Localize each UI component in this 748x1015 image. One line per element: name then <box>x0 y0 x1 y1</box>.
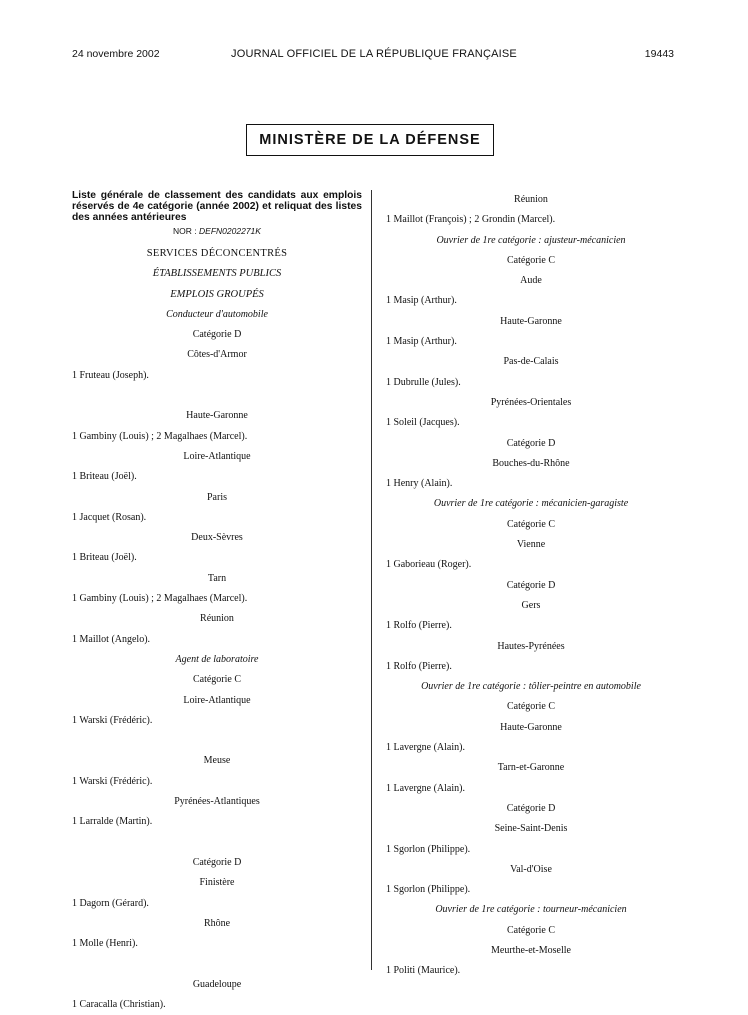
section-heading: Gers <box>521 599 541 611</box>
section-heading: Catégorie D <box>506 802 556 814</box>
section-heading: Catégorie D <box>192 856 242 868</box>
section-heading: Haute-Garonne <box>186 410 248 422</box>
section-heading: EMPLOIS GROUPÉS <box>170 288 264 300</box>
list-entry: 1 Warski (Frédéric). <box>72 714 153 726</box>
journal-title: JOURNAL OFFICIEL DE LA RÉPUBLIQUE FRANÇAISE <box>231 48 517 60</box>
list-entry: 1 Molle (Henri). <box>72 938 138 950</box>
column-divider <box>371 190 372 970</box>
section-heading: Seine-Saint-Denis <box>494 823 568 835</box>
section-heading: Catégorie C <box>506 254 556 266</box>
spacer <box>72 954 362 974</box>
list-entry: 1 Gambiny (Louis) ; 2 Magalhaes (Marcel). <box>72 593 248 605</box>
list-entry: 1 Soleil (Jacques). <box>386 417 460 429</box>
section-heading: Aude <box>520 275 542 287</box>
left-column <box>72 190 362 1015</box>
list-entry: 1 Caracalla (Christian). <box>72 998 166 1010</box>
section-heading: Deux-Sèvres <box>191 532 243 544</box>
ministry-title: MINISTÈRE DE LA DÉFENSE <box>246 124 494 156</box>
section-heading: Côtes-d'Armor <box>187 349 247 361</box>
list-entry: 1 Henry (Alain). <box>386 478 453 490</box>
section-heading: Ouvrier de 1re catégorie : tourneur-mécanicien <box>435 904 627 916</box>
section-heading: ÉTABLISSEMENTS PUBLICS <box>152 268 282 280</box>
list-entry: 1 Rolfo (Pierre). <box>386 660 452 672</box>
section-heading: Catégorie C <box>506 518 556 530</box>
list-entry: 1 Gambiny (Louis) ; 2 Magalhaes (Marcel). <box>72 430 248 442</box>
section-heading: Vienne <box>516 539 546 551</box>
section-heading: SERVICES DÉCONCENTRÉS <box>146 248 288 259</box>
nor-label: NOR : <box>173 226 197 236</box>
list-entry: 1 Lavergne (Alain). <box>386 782 465 794</box>
spacer <box>72 833 362 853</box>
section-heading: Haute-Garonne <box>500 315 562 327</box>
section-heading: Catégorie C <box>506 924 556 936</box>
list-entry: 1 Fruteau (Joseph). <box>72 369 149 381</box>
spacer <box>72 731 362 751</box>
section-heading: Ouvrier de 1re catégorie : ajusteur-mécanicien <box>436 234 626 246</box>
nor-value: DEFN0202271K <box>199 226 261 236</box>
list-entry: 1 Sgorlon (Philippe). <box>386 843 471 855</box>
section-heading: Val-d'Oise <box>510 863 552 875</box>
right-column <box>386 190 676 982</box>
section-heading: Agent de laboratoire <box>175 653 259 665</box>
section-heading: Réunion <box>200 613 234 625</box>
right-list <box>386 190 676 982</box>
list-entry: 1 Sgorlon (Philippe). <box>386 884 471 896</box>
list-entry: 1 Maillot (François) ; 2 Grondin (Marcel). <box>386 214 556 226</box>
section-heading: Rhône <box>203 917 231 929</box>
list-entry: 1 Briteau (Joël). <box>72 552 137 564</box>
list-entry: 1 Warski (Frédéric). <box>72 775 153 787</box>
section-heading: Tarn <box>207 572 227 584</box>
intro-title: Liste générale de classement des candidats aux emplois réservés de 4e catégorie (année 2002) et reliquat des listes des années antérieures <box>72 190 362 223</box>
section-heading: Guadeloupe <box>192 978 242 990</box>
spacer <box>72 386 362 406</box>
list-entry: 1 Masip (Arthur). <box>386 336 457 348</box>
section-heading: Pas-de-Calais <box>503 356 559 368</box>
section-heading: Catégorie C <box>192 674 242 686</box>
section-heading: Paris <box>207 491 227 503</box>
section-heading: Haute-Garonne <box>500 721 562 733</box>
section-heading: Loire-Atlantique <box>183 694 251 706</box>
list-entry: 1 Gaborieau (Roger). <box>386 559 472 571</box>
section-heading: Pyrénées-Orientales <box>490 396 572 408</box>
section-heading: Catégorie C <box>506 701 556 713</box>
section-heading: Ouvrier de 1re catégorie : mécanicien-garagiste <box>433 498 629 510</box>
list-entry: 1 Dubrulle (Jules). <box>386 376 461 388</box>
section-heading: Réunion <box>514 194 548 205</box>
section-heading: Conducteur d'automobile <box>166 308 268 320</box>
list-entry: 1 Rolfo (Pierre). <box>386 620 452 632</box>
section-heading: Bouches-du-Rhône <box>492 457 570 469</box>
nor-reference <box>72 226 362 236</box>
section-heading: Hautes-Pyrénées <box>497 640 565 652</box>
page-number: 19443 <box>644 48 674 60</box>
list-entry: 1 Maillot (Angelo). <box>72 633 151 645</box>
section-heading: Tarn-et-Garonne <box>497 762 565 774</box>
section-heading: Meurthe-et-Moselle <box>491 944 571 956</box>
section-heading: Catégorie D <box>192 329 242 341</box>
section-heading: Pyrénées-Atlantiques <box>174 796 260 808</box>
list-entry: 1 Dagorn (Gérard). <box>72 897 149 909</box>
list-entry: 1 Masip (Arthur). <box>386 295 457 307</box>
section-heading: Loire-Atlantique <box>183 450 251 462</box>
issue-date: 24 novembre 2002 <box>72 48 160 60</box>
section-heading: Ouvrier de 1re catégorie : tôlier-peintre en automobile <box>421 681 641 693</box>
section-heading: Catégorie D <box>506 437 556 449</box>
list-entry: 1 Briteau (Joël). <box>72 471 137 483</box>
left-list <box>72 244 362 1015</box>
list-entry: 1 Jacquet (Rosan). <box>72 511 147 523</box>
section-heading: Finistère <box>199 877 235 889</box>
list-entry: 1 Lavergne (Alain). <box>386 742 465 754</box>
list-entry: 1 Larralde (Martin). <box>72 816 153 828</box>
section-heading: Catégorie D <box>506 579 556 591</box>
list-entry: 1 Politi (Maurice). <box>386 965 461 977</box>
section-heading: Meuse <box>203 755 231 767</box>
